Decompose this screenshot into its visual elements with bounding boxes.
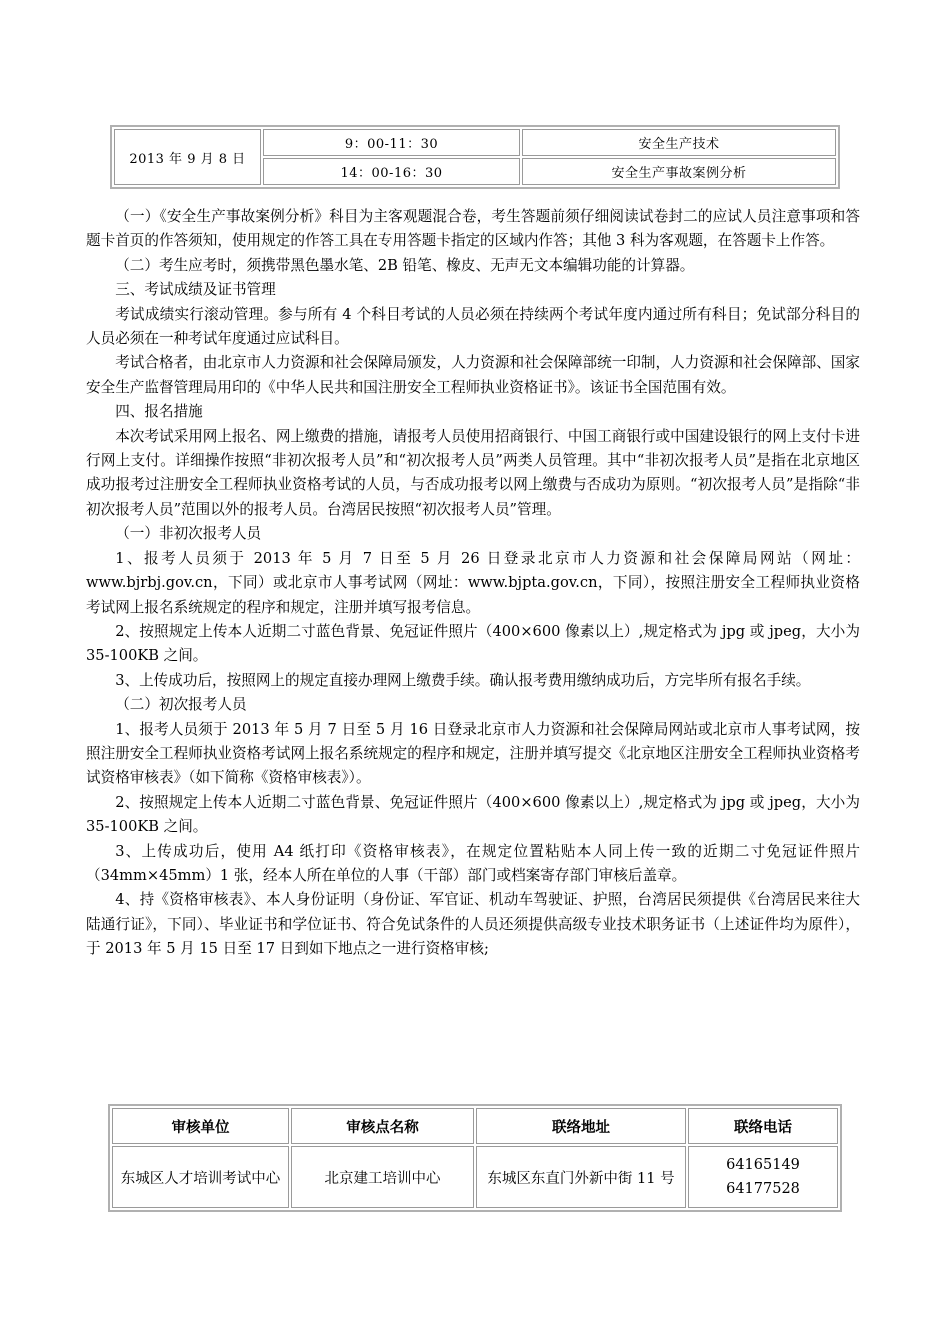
paragraph: 3、上传成功后，按照网上的规定直接办理网上缴费手续。确认报考费用缴纳成功后，方完毕所有报名手续。 bbox=[115, 671, 811, 689]
paragraph: 1、报考人员须于 2013 年 5 月 7 日至 5 月 26 日登录北京市人力资源和社会保障局网站（网址：www.bjrbj.gov.cn，下同）或北京市人事考试网（网址：www.bjpta.gov.cn，下同），按照注册安全工程师执业资格考试网上报名系统规定的程序和规定，注册并填写报考信息。 bbox=[86, 549, 860, 616]
review-site-cell: 北京建工培训中心 bbox=[291, 1146, 474, 1208]
address-cell: 东城区东直门外新中街 11 号 bbox=[476, 1146, 686, 1208]
paragraph: （二）考生应考时，须携带黑色墨水笔、2B 铅笔、橡皮、无声无文本编辑功能的计算器。 bbox=[115, 256, 695, 274]
paragraph: 3、上传成功后，使用 A4 纸打印《资格审核表》，在规定位置粘贴本人同上传一致的近期二寸免冠证件照片（34mm×45mm）1 张，经本人所在单位的人事（干部）部门或档案寄存部门审核后盖章。 bbox=[86, 842, 860, 884]
column-header: 审核点名称 bbox=[291, 1108, 474, 1144]
subsection-heading: （一）非初次报考人员 bbox=[115, 525, 262, 543]
phone-cell bbox=[688, 1146, 838, 1208]
paragraph: 考试合格者，由北京市人力资源和社会保障局颁发，人力资源和社会保障部统一印制，人力资源和社会保障部、国家安全生产监督管理局用印的《中华人民共和国注册安全工程师执业资格证书》。该证书全国范围有效。 bbox=[86, 354, 860, 396]
exam-schedule-table bbox=[110, 125, 840, 189]
review-unit-cell: 东城区人才培训考试中心 bbox=[112, 1146, 289, 1208]
review-sites-table bbox=[108, 1104, 842, 1212]
phone-number: 64177528 bbox=[726, 1181, 800, 1197]
exam-subject-cell: 安全生产技术 bbox=[522, 129, 836, 156]
paragraph: 2、按照规定上传本人近期二寸蓝色背景、免冠证件照片（400×600 像素以上）,规定格式为 jpg 或 jpeg，大小为 35-100KB 之间。 bbox=[86, 793, 860, 836]
paragraph: 本次考试采用网上报名、网上缴费的措施，请报考人员使用招商银行、中国工商银行或中国建设银行的网上支付卡进行网上支付。详细操作按照“非初次报考人员”和“初次报考人员”两类人员管理。其中“非初次报考人员”是指在北京地区成功报考过注册安全工程师执业资格考试的人员，与否成功报考以网上缴费与否成功为原则。“初次报考人员”是指除“非初次报考人员”范围以外的报考人员。台湾居民按照“初次报考人员”管理。 bbox=[86, 427, 860, 518]
table-row bbox=[114, 129, 836, 156]
exam-date-cell: 2013 年 9 月 8 日 bbox=[114, 129, 261, 185]
phone-number: 64165149 bbox=[726, 1157, 800, 1173]
paragraph: 4、持《资格审核表》、本人身份证明（身份证、军官证、机动车驾驶证、护照，台湾居民须提供《台湾居民来往大陆通行证》，下同）、毕业证书和学位证书、符合免试条件的人员还须提供高级专业技术职务证书（上述证件均为原件），于 2013 年 5 月 15 日至 17 日到如下地点之一进行资格审核; bbox=[86, 891, 860, 958]
paragraph: （一）《安全生产事故案例分析》科目为主客观题混合卷，考生答题前须仔细阅读试卷封二的应试人员注意事项和答题卡首页的作答须知，使用规定的作答工具在专用答题卡指定的区域内作答；其他 3 科为客观题，在答题卡上作答。 bbox=[86, 208, 860, 250]
section-heading: 三、考试成绩及证书管理 bbox=[115, 281, 276, 299]
body-text bbox=[86, 205, 860, 962]
column-header: 联络电话 bbox=[688, 1108, 838, 1144]
paragraph: 2、按照规定上传本人近期二寸蓝色背景、免冠证件照片（400×600 像素以上）,规定格式为 jpg 或 jpeg，大小为 35-100KB 之间。 bbox=[86, 622, 860, 665]
table-row bbox=[112, 1146, 838, 1208]
paragraph: 1、报考人员须于 2013 年 5 月 7 日至 5 月 16 日登录北京市人力资源和社会保障局网站或北京市人事考试网，按照注册安全工程师执业资格考试网上报名系统规定的程序和规定，注册并填写提交《北京地区注册安全工程师执业资格考试资格审核表》（如下简称《资格审核表》）。 bbox=[86, 720, 860, 787]
paragraph: 考试成绩实行滚动管理。参与所有 4 个科目考试的人员必须在持续两个考试年度内通过所有科目；免试部分科目的人员必须在一种考试年度通过应试科目。 bbox=[86, 305, 860, 348]
table-header-row bbox=[112, 1108, 838, 1144]
exam-subject-cell: 安全生产事故案例分析 bbox=[522, 158, 836, 185]
column-header: 审核单位 bbox=[112, 1108, 289, 1144]
subsection-heading: （二）初次报考人员 bbox=[115, 696, 247, 714]
exam-time-cell: 9：00-11：30 bbox=[263, 129, 520, 156]
column-header: 联络地址 bbox=[476, 1108, 686, 1144]
section-heading: 四、报名措施 bbox=[115, 403, 203, 421]
exam-time-cell: 14：00-16：30 bbox=[263, 158, 520, 185]
